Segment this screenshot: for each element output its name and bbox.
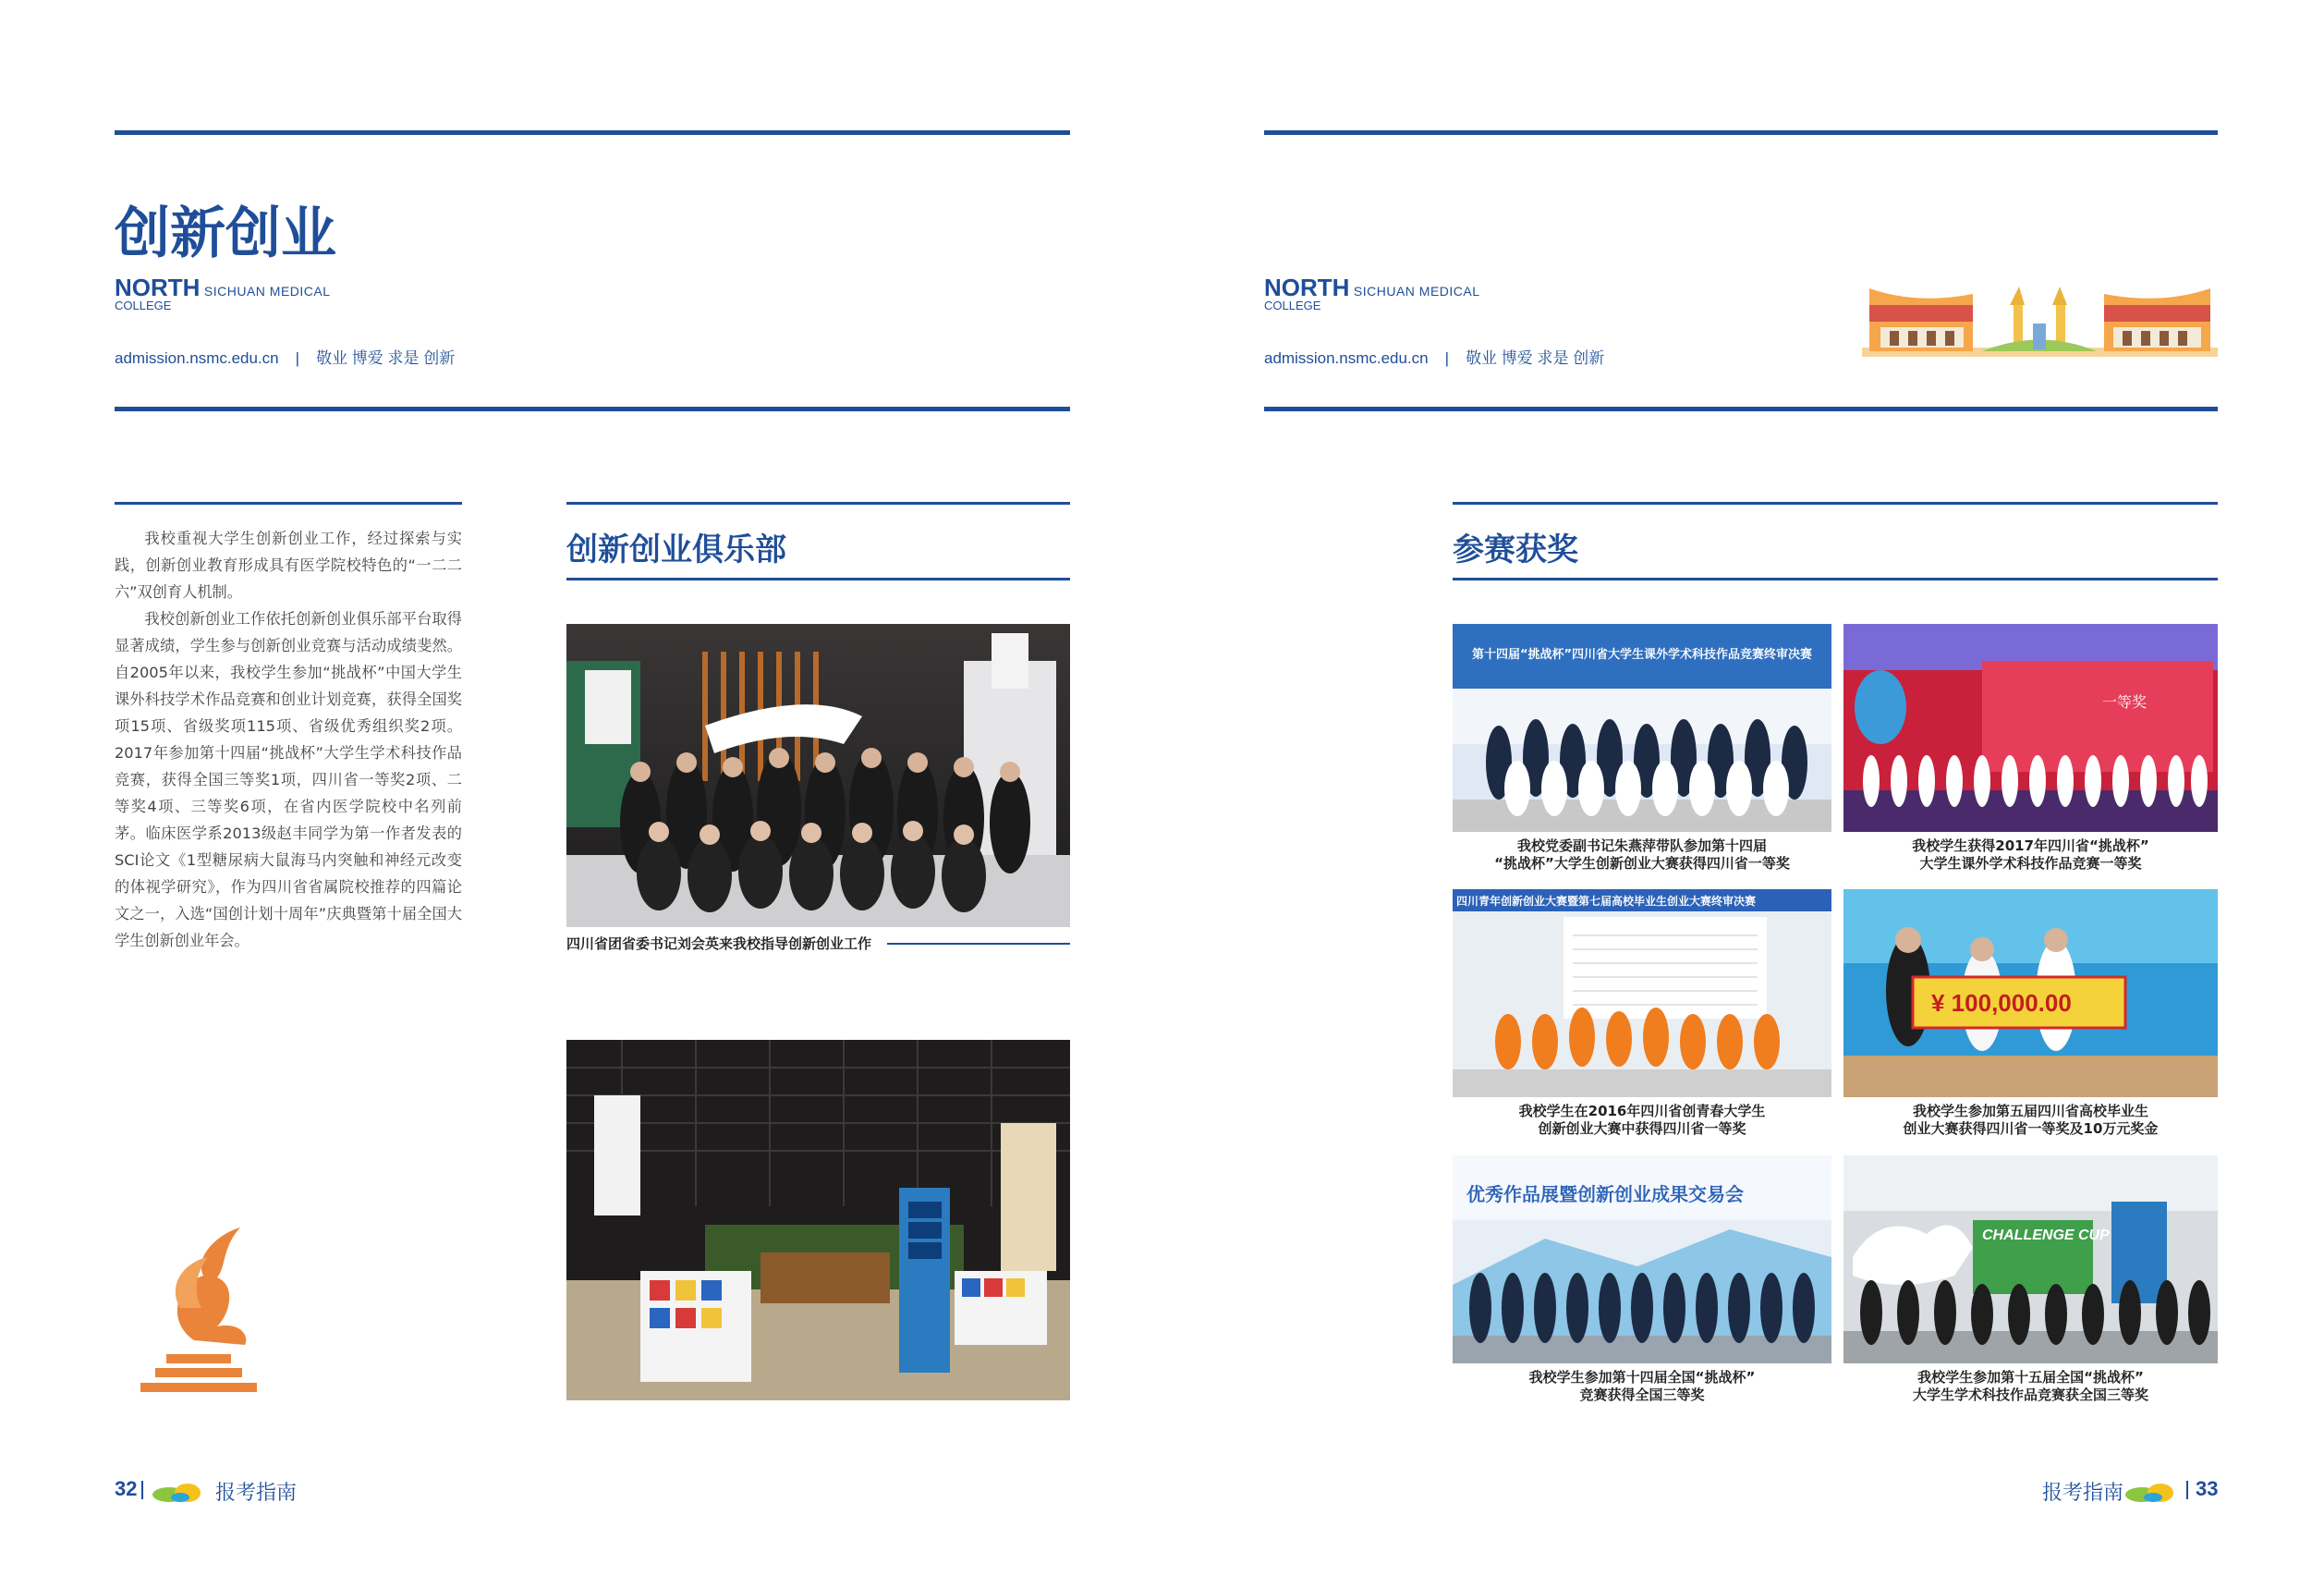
award-photo bbox=[1843, 889, 2218, 1097]
award-banner-text: 四川青年创新创业大赛暨第七届高校毕业生创业大赛终审决赛 bbox=[1456, 895, 1757, 908]
club-section-title: 创新创业俱乐部 bbox=[566, 531, 786, 568]
caption-line: 大学生学术科技作品竞赛获全国三等奖 bbox=[1912, 1386, 2148, 1403]
awards-section-title: 参赛获奖 bbox=[1453, 531, 1578, 568]
contact-line-right: admission.nsmc.edu.cn | 敬业 博爱 求是 创新 bbox=[1264, 349, 1605, 367]
club-group-photo bbox=[566, 624, 1070, 927]
header-top-rule-left bbox=[115, 130, 1070, 135]
award-caption bbox=[1843, 837, 2218, 873]
brand-sichuan: SICHUAN MEDICAL bbox=[1353, 284, 1480, 299]
award-caption bbox=[1453, 837, 1831, 873]
award-banner-text: 一等奖 bbox=[2102, 693, 2148, 711]
caption-line: 我校学生参加第五届四川省高校毕业生 bbox=[1912, 1103, 2148, 1119]
award-banner-text: 第十四届“挑战杯”四川省大学生课外学术科技作品竞赛终审决赛 bbox=[1471, 648, 1813, 662]
brand-north: NORTH bbox=[1264, 274, 1350, 301]
award-caption bbox=[1843, 1369, 2218, 1404]
motto: 敬业 博爱 求是 创新 bbox=[316, 349, 456, 367]
award-caption bbox=[1453, 1369, 1831, 1404]
intro-rule bbox=[115, 502, 462, 505]
caption-line: 创业大赛获得四川省一等奖及10万元奖金 bbox=[1903, 1120, 2159, 1137]
statue-illustration bbox=[129, 1220, 268, 1405]
caption-line: 创新创业大赛中获得四川省一等奖 bbox=[1538, 1120, 1746, 1137]
club-rule-top bbox=[566, 502, 1070, 505]
brand-college: COLLEGE bbox=[115, 299, 172, 312]
club-rule-bottom bbox=[566, 578, 1070, 580]
caption-line: 大学生课外学术科技作品竞赛一等奖 bbox=[1919, 855, 2142, 872]
caption-line: “挑战杯”大学生创新创业大赛获得四川省一等奖 bbox=[1494, 855, 1790, 872]
footer-label-right: 报考指南 bbox=[2042, 1482, 2124, 1505]
footer-label-left: 报考指南 bbox=[215, 1482, 298, 1505]
campus-gate-illustration bbox=[1862, 277, 2218, 359]
page-title: 创新创业 bbox=[115, 202, 336, 266]
brand-college: COLLEGE bbox=[1264, 299, 1321, 312]
award-banner-text: CHALLENGE CUP bbox=[1982, 1228, 2110, 1243]
college-brand-right bbox=[1264, 274, 1480, 312]
header-top-rule-right bbox=[1264, 130, 2218, 135]
club-interior-photo bbox=[566, 1040, 1070, 1400]
website-link[interactable]: admission.nsmc.edu.cn bbox=[1264, 349, 1429, 367]
caption-line: 我校党委副书记朱燕萍带队参加第十四届 bbox=[1516, 837, 1767, 854]
caption-line: 我校学生参加第十四届全国“挑战杯” bbox=[1528, 1369, 1756, 1386]
page-number-right: 33 bbox=[2196, 1477, 2219, 1500]
footer-divider bbox=[141, 1481, 143, 1499]
awards-rule-bottom bbox=[1453, 578, 2218, 580]
page-number-left: 32 bbox=[115, 1477, 138, 1500]
caption-line: 竞赛获得全国三等奖 bbox=[1579, 1386, 1705, 1403]
brand-sichuan: SICHUAN MEDICAL bbox=[203, 284, 331, 299]
award-caption bbox=[1843, 1103, 2218, 1138]
caption-line: 我校学生在2016年四川省创青春大学生 bbox=[1518, 1103, 1766, 1119]
intro-paragraph: 我校重视大学生创新创业工作，经过探索与实践，创新创业教育形成具有医学院校特色的“一二二六”双创育人机制。 bbox=[115, 530, 462, 601]
award-caption bbox=[1453, 1103, 1831, 1138]
award-photo bbox=[1453, 889, 1831, 1097]
motto: 敬业 博爱 求是 创新 bbox=[1466, 349, 1605, 367]
intro-text bbox=[115, 525, 462, 954]
award-photo bbox=[1843, 624, 2218, 832]
college-brand-left bbox=[115, 274, 331, 312]
caption-line: 我校学生获得2017年四川省“挑战杯” bbox=[1912, 837, 2149, 854]
awards-rule-top bbox=[1453, 502, 2218, 505]
footer-divider bbox=[2186, 1481, 2188, 1499]
footer-logo-icon bbox=[152, 1482, 204, 1502]
caption-rule bbox=[887, 943, 1070, 945]
website-link[interactable]: admission.nsmc.edu.cn bbox=[115, 349, 279, 367]
intro-paragraph: 我校创新创业工作依托创新创业俱乐部平台取得显著成绩，学生参与创新创业竞赛与活动成绩斐然。自2005年以来，我校学生参加“挑战杯”中国大学生课外科技学术作品竞赛和创业计划竞赛，获得全国奖项15项、省级奖项115项、省级优秀组织奖2项。2017年参加第十四届“挑战杯”大学生学术科技作品竞赛，获得全国三等奖1项，四川省一等奖2项、二等奖4项、三等奖6项，在省内医学院校中名列前茅。临床医学系2013级赵丰同学为第一作者发表的SCI论文《1型糖尿病大鼠海马内突触和神经元改变的体视学研究》，作为四川省省属院校推荐的四篇论文之一，入选“国创计划十周年”庆典暨第十届全国大学生创新创业年会。 bbox=[115, 610, 462, 949]
award-banner-text: 优秀作品展暨创新创业成果交易会 bbox=[1466, 1183, 1744, 1205]
club-photo-caption: 四川省团省委书记刘会英来我校指导创新创业工作 bbox=[566, 935, 872, 952]
award-photo bbox=[1843, 1155, 2218, 1363]
header-bottom-rule-right bbox=[1264, 407, 2218, 411]
footer-logo-icon bbox=[2125, 1482, 2177, 1502]
brand-north: NORTH bbox=[115, 274, 201, 301]
header-bottom-rule-left bbox=[115, 407, 1070, 411]
award-photo bbox=[1453, 624, 1831, 832]
caption-line: 我校学生参加第十五届全国“挑战杯” bbox=[1917, 1369, 2144, 1386]
contact-line-left: admission.nsmc.edu.cn | 敬业 博爱 求是 创新 bbox=[115, 349, 456, 367]
award-photo bbox=[1453, 1155, 1831, 1363]
award-banner-text: ¥ 100,000.00 bbox=[1931, 989, 2072, 1017]
